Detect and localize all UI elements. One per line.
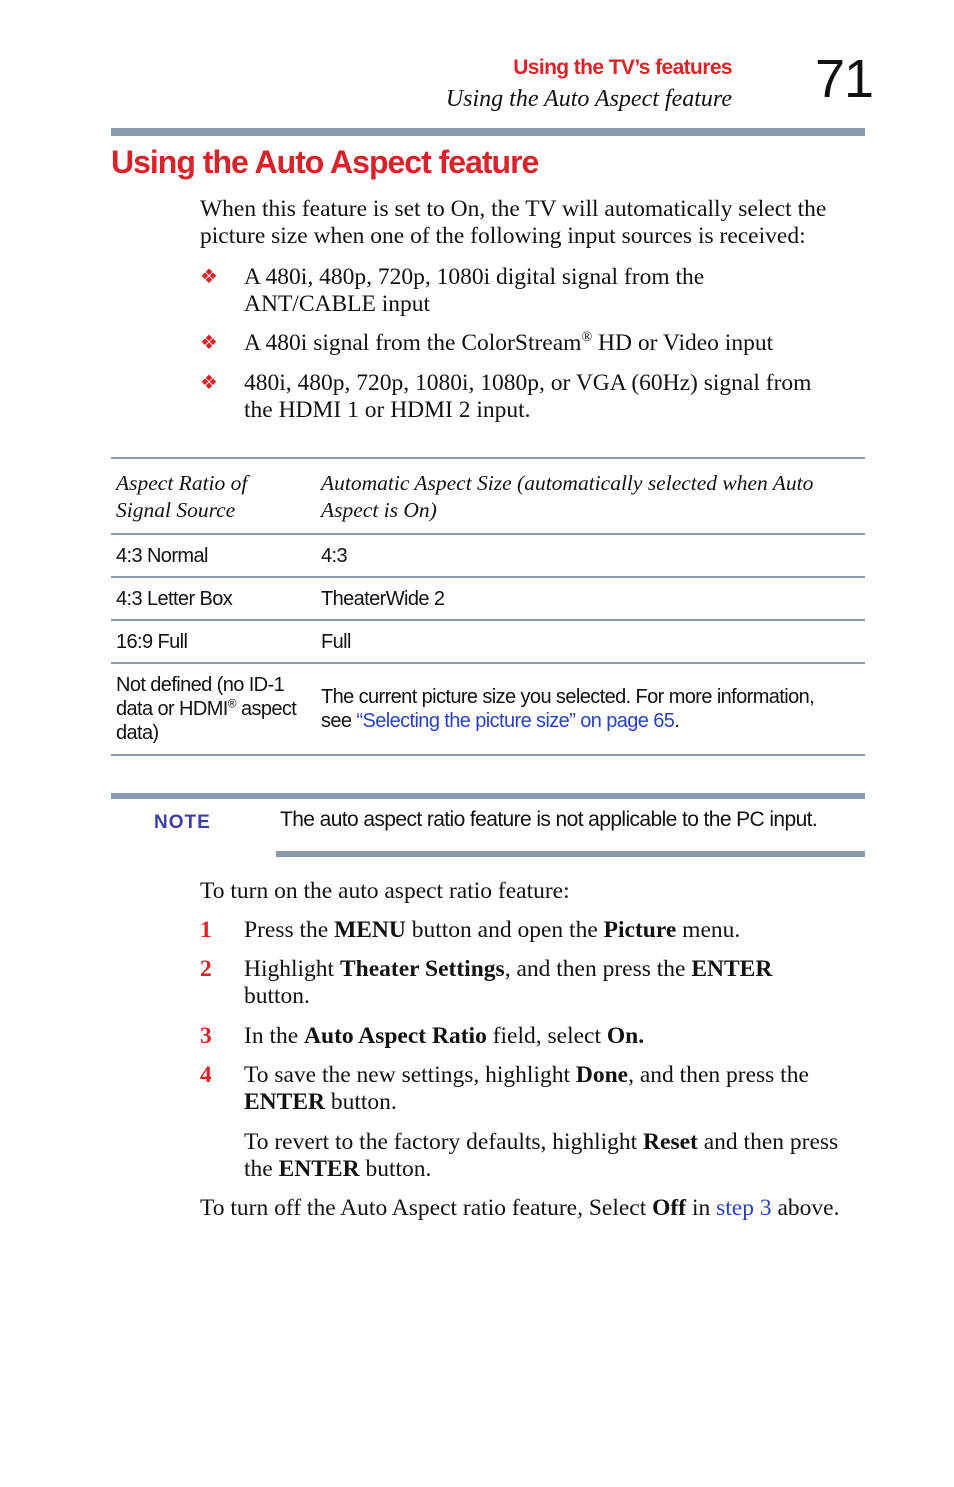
table-cell-size: The current picture size you selected. For more information, see “Selecting the picture size” on page 65. (321, 663, 865, 755)
bullet-text: 480i, 480p, 720p, 1080i, 1080p, or VGA (60Hz) signal from (244, 370, 812, 396)
table-cell-size: TheaterWide 2 (321, 577, 865, 620)
bullet-text: HD or Video input (592, 330, 774, 356)
step-number: 4 (200, 1062, 212, 1088)
table-cell-size: 4:3 (321, 534, 865, 577)
table-header-row (111, 458, 865, 534)
header-rule (111, 128, 865, 136)
registered-mark: ® (581, 329, 593, 346)
column-header-size: Automatic Aspect Size (automatically selected when Auto Aspect is On) (321, 458, 865, 534)
page-number: 71 (815, 49, 874, 109)
step-number: 2 (200, 956, 212, 982)
bullet-marker-icon: ❖ (200, 332, 218, 354)
closing-paragraph: To turn off the Auto Aspect ratio feature, Select Off in step 3 above. (200, 1195, 840, 1221)
table-cell-source: 16:9 Full (111, 620, 321, 663)
cross-reference-link[interactable]: “Selecting the picture size” on page 65 (356, 710, 675, 732)
revert-paragraph: To revert to the factory defaults, highlight Reset and then press the ENTER button. (244, 1129, 839, 1182)
running-header-section: Using the Auto Aspect feature (445, 86, 732, 112)
bullet-text: the HDMI 1 or HDMI 2 input. (244, 397, 531, 423)
step-number: 3 (200, 1023, 212, 1049)
steps-intro: To turn on the auto aspect ratio feature: (200, 878, 570, 904)
step-number: 1 (200, 917, 212, 943)
table-row (111, 663, 865, 755)
table-row (111, 577, 865, 620)
column-header-source: Aspect Ratio of Signal Source (111, 458, 321, 534)
table-cell-source: 4:3 Letter Box (111, 577, 321, 620)
bullet-marker-icon: ❖ (200, 266, 218, 288)
table-cell-size: Full (321, 620, 865, 663)
table-row (111, 534, 865, 577)
registered-mark: ® (227, 696, 236, 711)
table-cell-source: Not defined (no ID-1 data or HDMI® aspect data) (111, 663, 321, 755)
bullet-marker-icon: ❖ (200, 372, 218, 394)
table-row (111, 620, 865, 663)
bullet-text: A 480i signal from the ColorStream (244, 330, 582, 356)
table-cell-source: 4:3 Normal (111, 534, 321, 577)
bullet-text: ANT/CABLE input (244, 291, 431, 317)
note-label: NOTE (154, 812, 211, 833)
step-3-link[interactable]: step 3 (716, 1195, 772, 1221)
bullet-text: A 480i, 480p, 720p, 1080i digital signal from the (244, 264, 705, 290)
running-header-chapter: Using the TV’s features (513, 56, 732, 79)
note-rule-bottom (276, 851, 865, 857)
aspect-ratio-table (111, 457, 865, 756)
intro-paragraph: When this feature is set to On, the TV will automatically select the picture size when one of the following input sources is received: (200, 196, 827, 249)
note-text: The auto aspect ratio feature is not applicable to the PC input. (280, 808, 818, 831)
note-rule-top (111, 793, 865, 799)
section-title: Using the Auto Aspect feature (111, 144, 539, 180)
